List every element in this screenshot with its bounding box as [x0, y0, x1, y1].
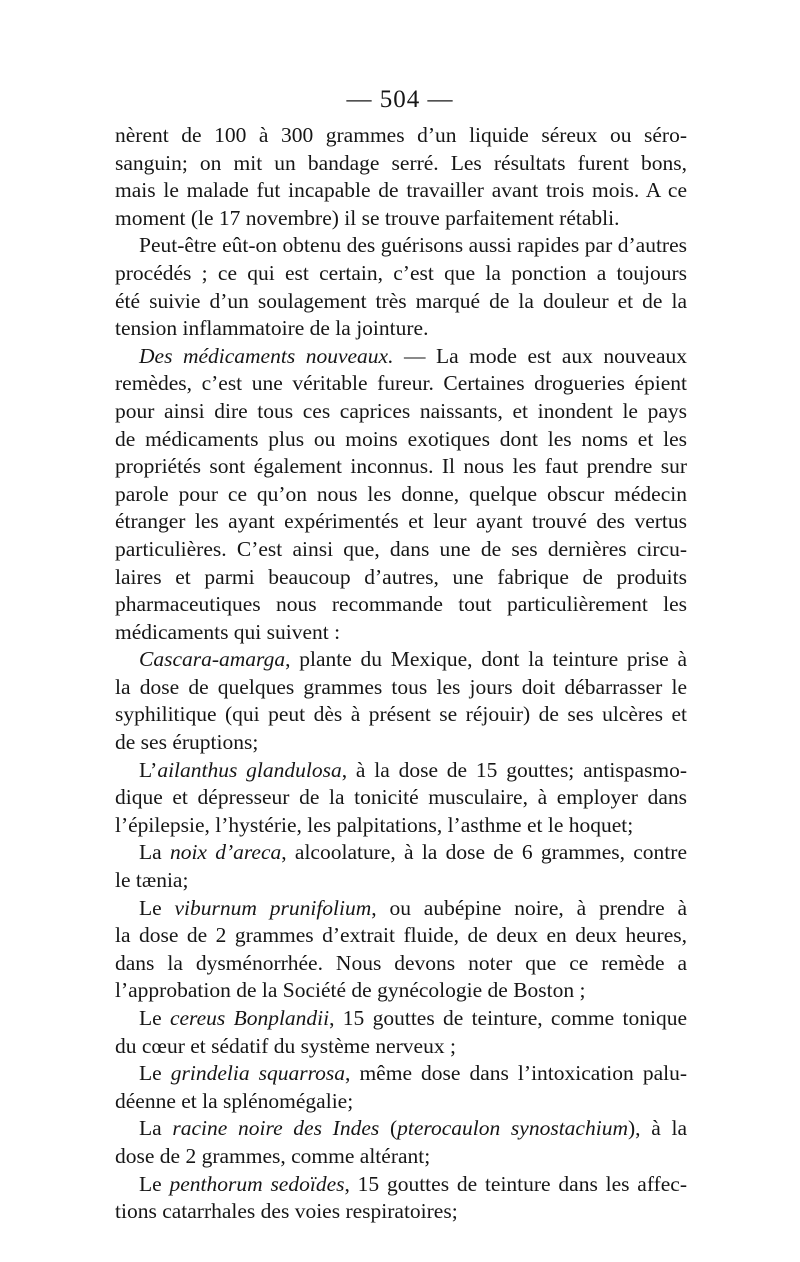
text-run: Le: [139, 895, 175, 920]
text-line: [115, 729, 687, 757]
italic-text: pterocaulon synostachium: [397, 1116, 628, 1141]
text-line: [115, 701, 687, 729]
text-run: dose de 2 grammes, comme altérant;: [115, 1143, 431, 1168]
text-line: [115, 950, 687, 978]
text-run: La: [139, 1116, 173, 1141]
text-run: du cœur et sédatif du système nerveux ;: [115, 1033, 456, 1058]
text-run: (: [379, 1116, 398, 1141]
text-run: mais le malade fut incapable de travailler avant trois mois. A ce: [115, 178, 687, 203]
text-run: — La mode est aux nouveaux: [393, 343, 688, 368]
text-run: la dose de 2 grammes d’extrait fluide, de deux en deux heures,: [115, 923, 687, 948]
text-line: [115, 122, 687, 150]
text-run: Le: [139, 1006, 170, 1030]
text-line: [115, 646, 687, 674]
text-run: moment (le 17 novembre) il se trouve parfaitement rétabli.: [115, 205, 620, 230]
text-run: , plante du Mexique, dont la teinture prise à: [285, 647, 687, 672]
text-run: déenne et la splénomégalie;: [115, 1088, 354, 1113]
text-line: [115, 757, 687, 785]
text-run: étranger les ayant expérimentés et leur ayant trouvé des vertus: [115, 509, 687, 534]
italic-text: racine noire des Indes: [172, 1116, 380, 1141]
text-run: le tænia;: [115, 868, 189, 893]
text-run: pharmaceutiques nous recommande tout particulièrement les: [115, 592, 687, 617]
page-number: — 504 —: [346, 86, 454, 113]
text-run: particulières. C’est ainsi que, dans une de ses dernières circu-: [115, 536, 687, 561]
text-line: [115, 536, 687, 564]
text-line: [115, 1060, 687, 1088]
text-line: [115, 1088, 687, 1116]
text-line: [115, 453, 687, 481]
text-run: , ou aubépine noire, à prendre à: [371, 895, 687, 920]
text-line: [115, 150, 687, 178]
text-run: dique et dépresseur de la tonicité musculaire, à employer dans: [115, 785, 687, 810]
text-run: procédés ; ce qui est certain, c’est que la ponction a toujours: [115, 260, 687, 285]
text-line: [115, 370, 687, 398]
text-line: [115, 839, 687, 867]
text-line: [115, 1198, 687, 1226]
text-line: [115, 1033, 687, 1061]
text-line: [115, 1115, 687, 1143]
italic-text: penthorum sedoïdes: [169, 1171, 345, 1196]
text-run: dans la dysménorrhée. Nous devons noter que ce remède a: [115, 950, 687, 975]
text-run: tions catarrhales des voies respiratoires;: [115, 1199, 458, 1224]
text-line: [115, 591, 687, 619]
text-run: , 15 gouttes de teinture, comme tonique: [329, 1006, 687, 1030]
body-text: [115, 122, 687, 1226]
text-line: [115, 977, 687, 1005]
text-line: [115, 343, 687, 371]
text-run: été suivie d’un soulagement très marqué de la douleur et de la: [115, 288, 687, 313]
text-run: tension inflammatoire de la jointure.: [115, 316, 429, 341]
italic-text: ailanthus glandulosa: [157, 757, 342, 782]
text-line: [115, 288, 687, 316]
text-run: la dose de quelques grammes tous les jours doit débarrasser le: [115, 674, 687, 699]
text-line: [115, 619, 687, 647]
text-run: de médicaments plus ou moins exotiques dont les noms et les: [115, 426, 687, 451]
text-line: [115, 398, 687, 426]
text-line: [115, 674, 687, 702]
text-run: l’épilepsie, l’hystérie, les palpitations, l’asthme et le hoquet;: [115, 812, 634, 837]
text-line: [115, 867, 687, 895]
text-run: l’approbation de la Société de gynécologie de Boston ;: [115, 978, 586, 1003]
text-run: syphilitique (qui peut dès à présent se réjouir) de ses ulcères et: [115, 702, 687, 727]
text-run: parole pour ce qu’on nous les donne, quelque obscur médecin: [115, 481, 687, 506]
text-line: [115, 1171, 687, 1199]
italic-text: Des médicaments nouveaux.: [139, 343, 394, 368]
text-run: remèdes, c’est une véritable fureur. Certaines drogueries épient: [115, 371, 687, 396]
text-line: [115, 812, 687, 840]
text-line: [115, 315, 687, 343]
text-run: laires et parmi beaucoup d’autres, une fabrique de produits: [115, 564, 687, 589]
text-run: médicaments qui suivent :: [115, 619, 341, 644]
italic-text: grindelia squarrosa: [170, 1061, 346, 1086]
text-run: La: [139, 840, 170, 865]
text-line: [115, 177, 687, 205]
text-run: , 15 gouttes de teinture dans les affec-: [344, 1171, 688, 1196]
text-run: propriétés sont également inconnus. Il nous les faut prendre sur: [115, 454, 687, 479]
text-line: [115, 205, 687, 233]
italic-text: Cascara-amarga: [139, 647, 286, 672]
text-run: ), à la: [627, 1116, 687, 1141]
italic-text: cereus Bonplandii: [169, 1006, 330, 1030]
text-line: [115, 508, 687, 536]
text-line: [115, 481, 687, 509]
text-line: [115, 1143, 687, 1171]
text-line: [115, 784, 687, 812]
text-line: [115, 232, 687, 260]
text-run: sanguin; on mit un bandage serré. Les résultats furent bons,: [115, 150, 687, 175]
text-line: [115, 922, 687, 950]
italic-text: viburnum prunifolium: [174, 895, 372, 920]
text-line: [115, 260, 687, 288]
text-line: [115, 895, 687, 923]
italic-text: noix d’areca: [169, 840, 282, 865]
text-run: Le: [139, 1061, 171, 1086]
text-run: de ses éruptions;: [115, 730, 259, 755]
text-line: [115, 426, 687, 454]
text-run: nèrent de 100 à 300 grammes d’un liquide séreux ou séro-: [115, 123, 687, 147]
text-run: Peut-être eût-on obtenu des guérisons aussi rapides par d’autres: [139, 233, 687, 258]
text-line: [115, 1005, 687, 1033]
text-run: , même dose dans l’intoxication palu-: [345, 1061, 687, 1086]
text-run: pour ainsi dire tous ces caprices naissants, et inondent le pays: [115, 398, 687, 423]
text-run: , alcoolature, à la dose de 6 grammes, contre: [281, 840, 687, 865]
text-run: Le: [139, 1171, 170, 1196]
text-run: L’: [139, 757, 158, 782]
text-run: , à la dose de 15 gouttes; antispasmo-: [341, 757, 687, 782]
text-line: [115, 564, 687, 592]
